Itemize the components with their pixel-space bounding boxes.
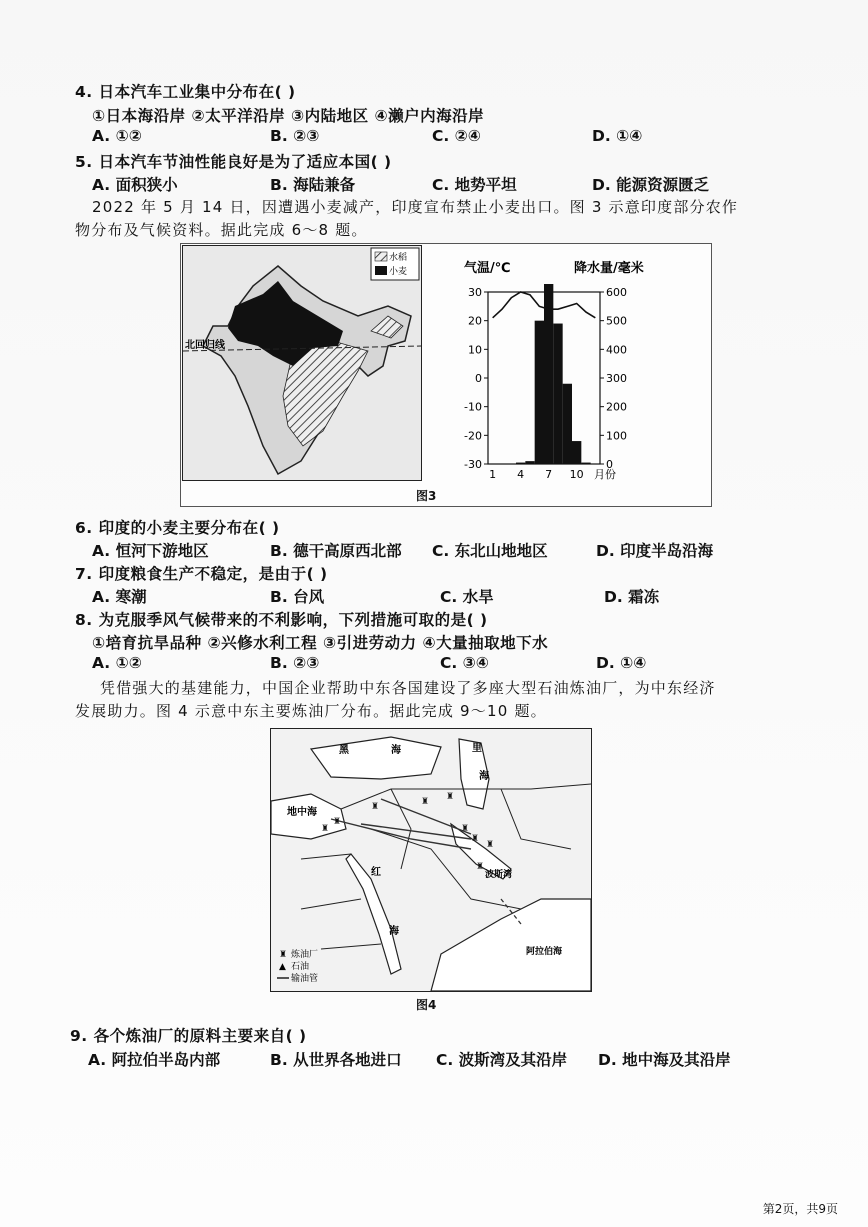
q9-option-c[interactable]: C. 波斯湾及其沿岸 [436, 1051, 568, 1069]
q8-option-c[interactable]: C. ③④ [440, 654, 489, 672]
intro2-line1: 凭借强大的基建能力，中国企业帮助中东各国建设了多座大型石油炼油厂，为中东经济 [100, 679, 716, 697]
svg-text:♜: ♜ [461, 824, 470, 834]
india-map [182, 245, 422, 481]
y2-tick-label: 100 [606, 429, 627, 443]
middle-east-map [270, 728, 592, 992]
red-sea-label-2: 海 [389, 926, 399, 937]
climate-chart [440, 252, 662, 488]
legend-wheat: 小麦 [389, 267, 408, 277]
page-footer: 第2页，共9页 [762, 1202, 838, 1216]
black-sea-label-1: 黑 [339, 745, 349, 756]
svg-text:♜: ♜ [486, 840, 495, 850]
legend-pipeline: 输油管 [291, 974, 319, 984]
q7-option-b[interactable]: B. 台风 [270, 588, 325, 606]
q9-option-a[interactable]: A. 阿拉伯半岛内部 [88, 1051, 221, 1069]
q8-option-d[interactable]: D. ①④ [596, 654, 647, 672]
precip-bar [553, 324, 562, 464]
q6-option-d[interactable]: D. 印度半岛沿海 [596, 542, 714, 560]
q9-option-b[interactable]: B. 从世界各地进口 [270, 1051, 402, 1069]
y2-tick-label: 600 [606, 286, 627, 299]
q5-option-a[interactable]: A. 面积狭小 [92, 176, 178, 194]
legend-refinery: 炼油厂 [291, 950, 319, 960]
precip-bar [544, 284, 553, 464]
q4-items: ①日本海沿岸 ②太平洋沿岸 ③内陆地区 ④濑户内海沿岸 [92, 107, 485, 125]
svg-text:♜: ♜ [321, 824, 330, 834]
precip-bar [572, 441, 581, 464]
figure-3-caption: 图3 [416, 489, 437, 503]
black-sea-label-2: 海 [391, 745, 401, 756]
chart-left-title: 气温/℃ [464, 261, 511, 276]
arabian-sea-label: 阿拉伯海 [526, 947, 563, 957]
q5-option-b[interactable]: B. 海陆兼备 [270, 176, 356, 194]
y2-tick-label: 200 [606, 400, 627, 414]
y2-tick-label: 400 [606, 343, 627, 357]
x-tick-label: 4 [517, 468, 525, 481]
y2-tick-label: 0 [606, 458, 613, 471]
y-tick-label: 30 [468, 286, 482, 299]
y-tick-label: -10 [464, 400, 482, 414]
oil-icon: ▲ [279, 962, 286, 972]
intro1-line2: 物分布及气候资料。据此完成 6～8 题。 [75, 221, 368, 239]
q6-option-b[interactable]: B. 德干高原西北部 [270, 542, 402, 560]
y-tick-label: 10 [468, 343, 482, 357]
persian-gulf-label: 波斯湾 [485, 870, 513, 880]
q6-option-c[interactable]: C. 东北山地地区 [432, 542, 548, 560]
q8-option-a[interactable]: A. ①② [92, 654, 142, 672]
q8-stem: 8. 为克服季风气候带来的不利影响，下列措施可取的是( ) [75, 611, 488, 629]
caspian-label-2: 海 [479, 771, 489, 782]
mediterranean-label: 地中海 [287, 807, 317, 818]
precip-bar [525, 461, 534, 464]
y-tick-label: -20 [464, 429, 482, 443]
figure-4-caption: 图4 [416, 998, 437, 1012]
y-tick-label: 0 [475, 372, 482, 385]
x-tick-label: 1 [489, 468, 497, 481]
legend-rice: 水稻 [389, 253, 408, 263]
q7-option-c[interactable]: C. 水旱 [440, 588, 494, 606]
q9-option-d[interactable]: D. 地中海及其沿岸 [598, 1051, 731, 1069]
precip-bar [516, 463, 525, 464]
q4-option-a[interactable]: A. ①② [92, 127, 142, 145]
svg-text:♜: ♜ [333, 817, 342, 827]
svg-text:♜: ♜ [446, 792, 455, 802]
q4-stem: 4. 日本汽车工业集中分布在( ) [75, 83, 296, 101]
q5-option-c[interactable]: C. 地势平坦 [432, 176, 517, 194]
y2-tick-label: 300 [606, 372, 627, 385]
q8-items: ①培育抗旱品种 ②兴修水利工程 ③引进劳动力 ④大量抽取地下水 [92, 634, 549, 652]
q4-option-d[interactable]: D. ①④ [592, 127, 643, 145]
svg-text:♜: ♜ [476, 862, 485, 872]
red-sea-label-1: 红 [371, 867, 381, 878]
chart-right-title: 降水量/毫米 [574, 261, 644, 276]
y-tick-label: 20 [468, 314, 482, 328]
q5-stem: 5. 日本汽车节油性能良好是为了适应本国( ) [75, 153, 392, 171]
q4-option-c[interactable]: C. ②④ [432, 127, 481, 145]
refinery-icon: ♜ [279, 950, 288, 960]
q7-option-a[interactable]: A. 寒潮 [92, 588, 147, 606]
precip-bar [581, 463, 590, 464]
intro2-line2: 发展助力。图 4 示意中东主要炼油厂分布。据此完成 9～10 题。 [75, 702, 547, 720]
tropic-label: 北回归线 [185, 340, 225, 351]
svg-text:♜: ♜ [421, 797, 430, 807]
q4-option-b[interactable]: B. ②③ [270, 127, 320, 145]
q7-stem: 7. 印度粮食生产不稳定，是由于( ) [75, 565, 328, 583]
y2-tick-label: 500 [606, 314, 627, 328]
q9-stem: 9. 各个炼油厂的原料主要来自( ) [70, 1027, 307, 1045]
legend-oil: 石油 [291, 962, 310, 972]
x-tick-label: 10 [569, 468, 584, 481]
intro1-line1: 2022 年 5 月 14 日，因遭遇小麦减产，印度宣布禁止小麦出口。图 3 示意印度部分农作 [92, 198, 739, 216]
svg-text:♜: ♜ [471, 834, 480, 844]
svg-text:♜: ♜ [371, 802, 380, 812]
q8-option-b[interactable]: B. ②③ [270, 654, 320, 672]
q7-option-d[interactable]: D. 霜冻 [604, 588, 660, 606]
y-tick-label: -30 [464, 458, 482, 471]
caspian-label-1: 里 [472, 743, 482, 754]
x-axis-unit: 月份 [594, 468, 616, 481]
precip-bar [563, 384, 572, 464]
q6-option-a[interactable]: A. 恒河下游地区 [92, 542, 209, 560]
precip-bar [535, 321, 544, 464]
q5-option-d[interactable]: D. 能源资源匮乏 [592, 176, 710, 194]
q6-stem: 6. 印度的小麦主要分布在( ) [75, 519, 280, 537]
x-tick-label: 7 [545, 468, 553, 481]
